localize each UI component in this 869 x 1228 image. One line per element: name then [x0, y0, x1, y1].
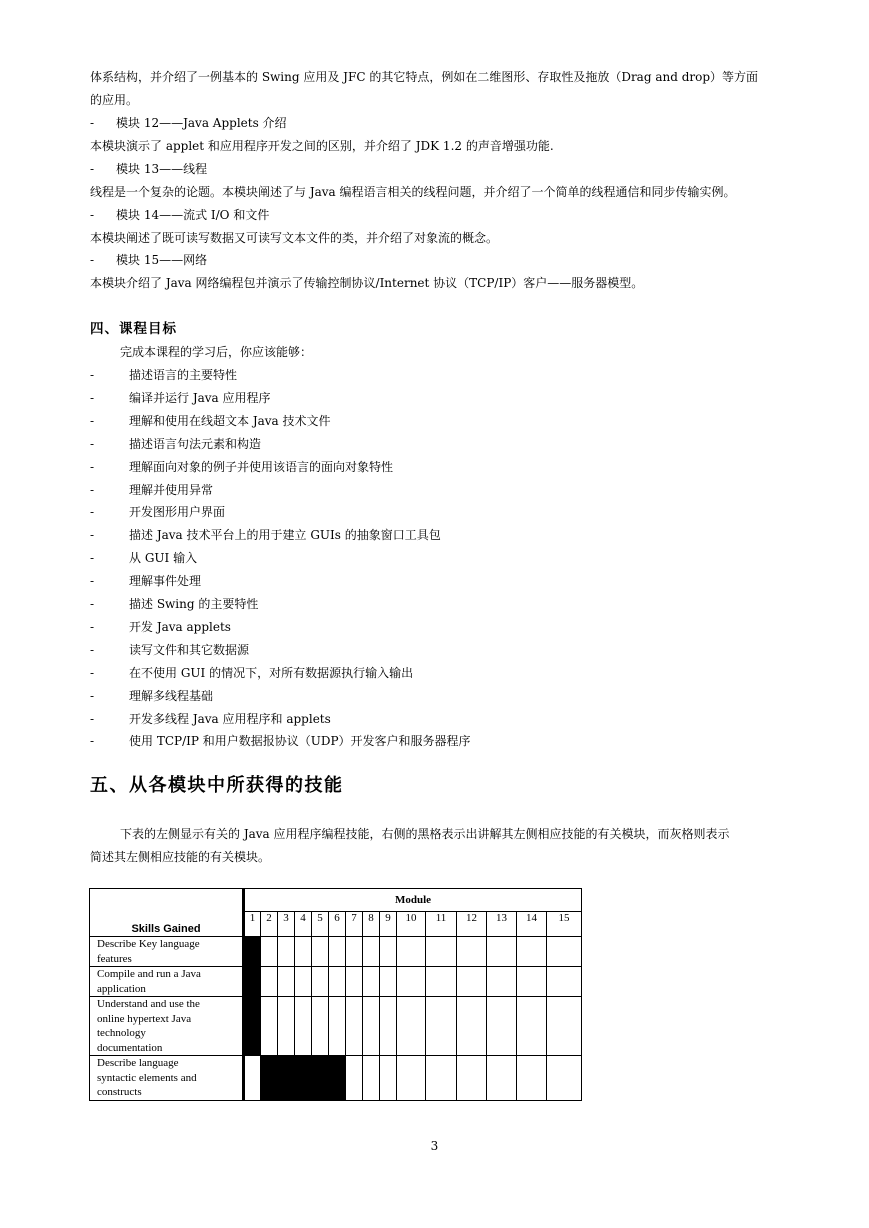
module-12-title: [90, 115, 287, 131]
objective-text: 读写文件和其它数据源: [129, 642, 250, 657]
module-number: 3: [278, 912, 295, 937]
module-cell: [426, 937, 457, 967]
module-12-description: 本模块演示了 applet 和应用程序开发之间的区别，并介绍了 JDK 1.2 的声音增强功能.: [90, 139, 554, 153]
objective-text: 使用 TCP/IP 和用户数据报协议（UDP）开发客户和服务器程序: [129, 734, 471, 749]
skill-text-line: Describe Key language: [97, 938, 200, 950]
list-dash: -: [90, 482, 95, 497]
module-cell: [426, 997, 457, 1056]
module-title-text: 模块 12——Java Applets 介绍: [116, 116, 287, 130]
skill-text-line: Understand and use the: [97, 998, 200, 1010]
module-cell: [312, 937, 329, 967]
module-cell: [457, 937, 487, 967]
objective-text: 理解事件处理: [129, 574, 202, 589]
list-dash: -: [90, 597, 95, 611]
module-15-title: [90, 252, 207, 268]
module-cell: [295, 937, 312, 967]
module-cell: [329, 997, 346, 1056]
module-cell: [295, 967, 312, 997]
list-dash: -: [90, 208, 95, 222]
skill-text-line: documentation: [97, 1041, 163, 1054]
skills-table: [89, 888, 582, 1101]
module-cell: [547, 1056, 582, 1101]
table-row: [90, 997, 582, 1056]
objective-text: 理解多线程基础: [129, 688, 214, 703]
module-cell: [517, 997, 547, 1056]
objective-text: 开发多线程 Java 应用程序和 applets: [129, 711, 331, 726]
module-cell: [547, 937, 582, 967]
module-cell: [487, 1056, 517, 1101]
section-4-intro: 完成本课程的学习后，你应该能够：: [120, 345, 313, 359]
skills-gained-header: Skills Gained: [90, 889, 244, 937]
module-title-text: 模块 14——流式 I/O 和文件: [116, 208, 270, 222]
list-dash: -: [90, 619, 95, 634]
module-14-description: 本模块阐述了既可读写数据又可读写文本文件的类，并介绍了对象流的概念。: [90, 231, 499, 245]
objective-text: 理解面向对象的例子并使用该语言的面向对象特性: [129, 459, 394, 474]
module-cell: [312, 967, 329, 997]
module-cell-filled: [244, 967, 261, 997]
table-row: [90, 967, 582, 997]
module-cell: [457, 1056, 487, 1101]
module-cell: [380, 997, 397, 1056]
list-dash: -: [90, 459, 95, 474]
module-cell-filled: [278, 1056, 295, 1101]
skill-text-line: constructs: [97, 1086, 142, 1098]
module-cell-filled: [261, 1056, 278, 1101]
list-dash: -: [90, 688, 95, 703]
list-dash: -: [90, 574, 95, 589]
list-dash: -: [90, 734, 95, 749]
skill-text-line: syntactic elements and: [97, 1071, 197, 1084]
list-dash: -: [90, 162, 95, 176]
module-cell: [487, 997, 517, 1056]
module-title-text: 模块 13——线程: [116, 162, 208, 176]
list-dash: -: [90, 436, 95, 451]
module-cell: [547, 997, 582, 1056]
module-cell: [426, 967, 457, 997]
objective-text: 开发图形用户界面: [129, 505, 226, 520]
module-number: 14: [517, 912, 547, 937]
list-dash: -: [90, 368, 95, 382]
module-14-title: [90, 207, 269, 223]
section-5-heading: 五、从各模块中所获得的技能: [90, 775, 344, 796]
table-row: [90, 1056, 582, 1101]
list-dash: -: [90, 253, 95, 267]
module-cell: [261, 967, 278, 997]
list-dash: -: [90, 665, 95, 680]
module-cell-filled: [244, 997, 261, 1056]
module-number: 12: [457, 912, 487, 937]
objective-text: 描述语言的主要特性: [129, 368, 238, 382]
skill-text-line: online hypertext Java: [97, 1012, 192, 1025]
module-number: 13: [487, 912, 517, 937]
list-dash: -: [90, 413, 95, 428]
skill-text-line: technology: [97, 1027, 146, 1039]
table-row: [90, 937, 582, 967]
module-cell: [261, 937, 278, 967]
module-cell: [457, 997, 487, 1056]
module-cell: [487, 937, 517, 967]
objective-text: 在不使用 GUI 的情况下，对所有数据源执行输入输出: [129, 665, 414, 680]
module-cell: [380, 1056, 397, 1101]
intro-line-1: 体系结构，并介绍了一例基本的 Swing 应用及 JFC 的其它特点，例如在二维图形、存取性及拖放（Drag and drop）等方面: [90, 70, 759, 84]
skill-text-line: Compile and run a Java: [97, 968, 201, 980]
module-number: 10: [397, 912, 426, 937]
skill-cell: [90, 937, 244, 967]
module-cell: [363, 937, 380, 967]
section-4-heading: 四、课程目标: [90, 321, 177, 337]
skill-cell: [90, 997, 244, 1056]
module-cell: [487, 967, 517, 997]
list-dash: -: [90, 711, 95, 726]
module-cell: [517, 937, 547, 967]
module-cell: [397, 937, 426, 967]
skill-cell: [90, 967, 244, 997]
module-13-description: 线程是一个复杂的论题。本模块阐述了与 Java 编程语言相关的线程问题，并介绍了一个简单的线程通信和同步传输实例。: [90, 185, 736, 199]
objective-text: 开发 Java applets: [129, 619, 231, 634]
module-number: 5: [312, 912, 329, 937]
list-dash: -: [90, 551, 95, 566]
module-cell: [346, 1056, 363, 1101]
list-dash: -: [90, 528, 95, 543]
page-number: 3: [430, 1139, 439, 1153]
module-number: 7: [346, 912, 363, 937]
module-15-description: 本模块介绍了 Java 网络编程包并演示了传输控制协议/Internet 协议（TCP/IP）客户——服务器模型。: [90, 276, 644, 290]
module-cell: [380, 967, 397, 997]
skill-text-line: features: [97, 952, 132, 965]
module-cell: [547, 967, 582, 997]
module-cell: [517, 967, 547, 997]
module-header: Module: [244, 889, 582, 912]
list-dash: -: [90, 642, 95, 657]
module-number: 11: [426, 912, 457, 937]
module-cell: [397, 967, 426, 997]
module-cell: [329, 967, 346, 997]
module-cell-filled: [244, 937, 261, 967]
module-number: 9: [380, 912, 397, 937]
module-13-title: [90, 161, 207, 177]
module-cell: [244, 1056, 261, 1101]
module-cell: [346, 937, 363, 967]
module-cell: [457, 967, 487, 997]
list-dash: -: [90, 116, 95, 130]
objective-text: 理解并使用异常: [129, 482, 214, 497]
skill-text-line: application: [97, 982, 146, 995]
module-cell: [261, 997, 278, 1056]
module-cell: [397, 1056, 426, 1101]
objective-text: 描述语言句法元素和构造: [129, 436, 262, 451]
objective-text: 描述 Java 技术平台上的用于建立 GUIs 的抽象窗口工具包: [129, 528, 441, 543]
module-cell: [363, 1056, 380, 1101]
objective-text: 理解和使用在线超文本 Java 技术文件: [129, 413, 331, 428]
module-cell: [363, 997, 380, 1056]
skill-text-line: Describe language: [97, 1057, 179, 1069]
objective-text: 编译并运行 Java 应用程序: [129, 390, 271, 405]
module-cell-filled: [295, 1056, 312, 1101]
module-cell: [346, 967, 363, 997]
module-cell: [329, 937, 346, 967]
module-cell: [426, 1056, 457, 1101]
module-number: 1: [244, 912, 261, 937]
module-cell: [278, 997, 295, 1056]
module-number: 2: [261, 912, 278, 937]
list-dash: -: [90, 390, 95, 405]
module-cell-filled: [312, 1056, 329, 1101]
module-cell: [346, 997, 363, 1056]
module-cell: [517, 1056, 547, 1101]
module-cell: [363, 967, 380, 997]
module-number: 15: [547, 912, 582, 937]
objective-text: 描述 Swing 的主要特性: [129, 597, 259, 611]
intro-line-2: 的应用。: [90, 93, 139, 107]
module-number: 8: [363, 912, 380, 937]
module-title-text: 模块 15——网络: [116, 253, 208, 267]
module-cell: [312, 997, 329, 1056]
module-number: 6: [329, 912, 346, 937]
list-dash: -: [90, 505, 95, 520]
objective-text: 从 GUI 输入: [129, 551, 198, 566]
module-cell: [380, 937, 397, 967]
module-cell-filled: [329, 1056, 346, 1101]
module-cell: [278, 967, 295, 997]
module-cell: [397, 997, 426, 1056]
module-cell: [295, 997, 312, 1056]
section-5-paragraph-line-1: 下表的左侧显示有关的 Java 应用程序编程技能，右侧的黑格表示出讲解其左侧相应技能的有关模块，而灰格则表示: [120, 827, 730, 841]
skill-cell: [90, 1056, 244, 1101]
module-number: 4: [295, 912, 312, 937]
module-cell: [278, 937, 295, 967]
section-5-paragraph-line-2: 简述其左侧相应技能的有关模块。: [90, 850, 271, 864]
